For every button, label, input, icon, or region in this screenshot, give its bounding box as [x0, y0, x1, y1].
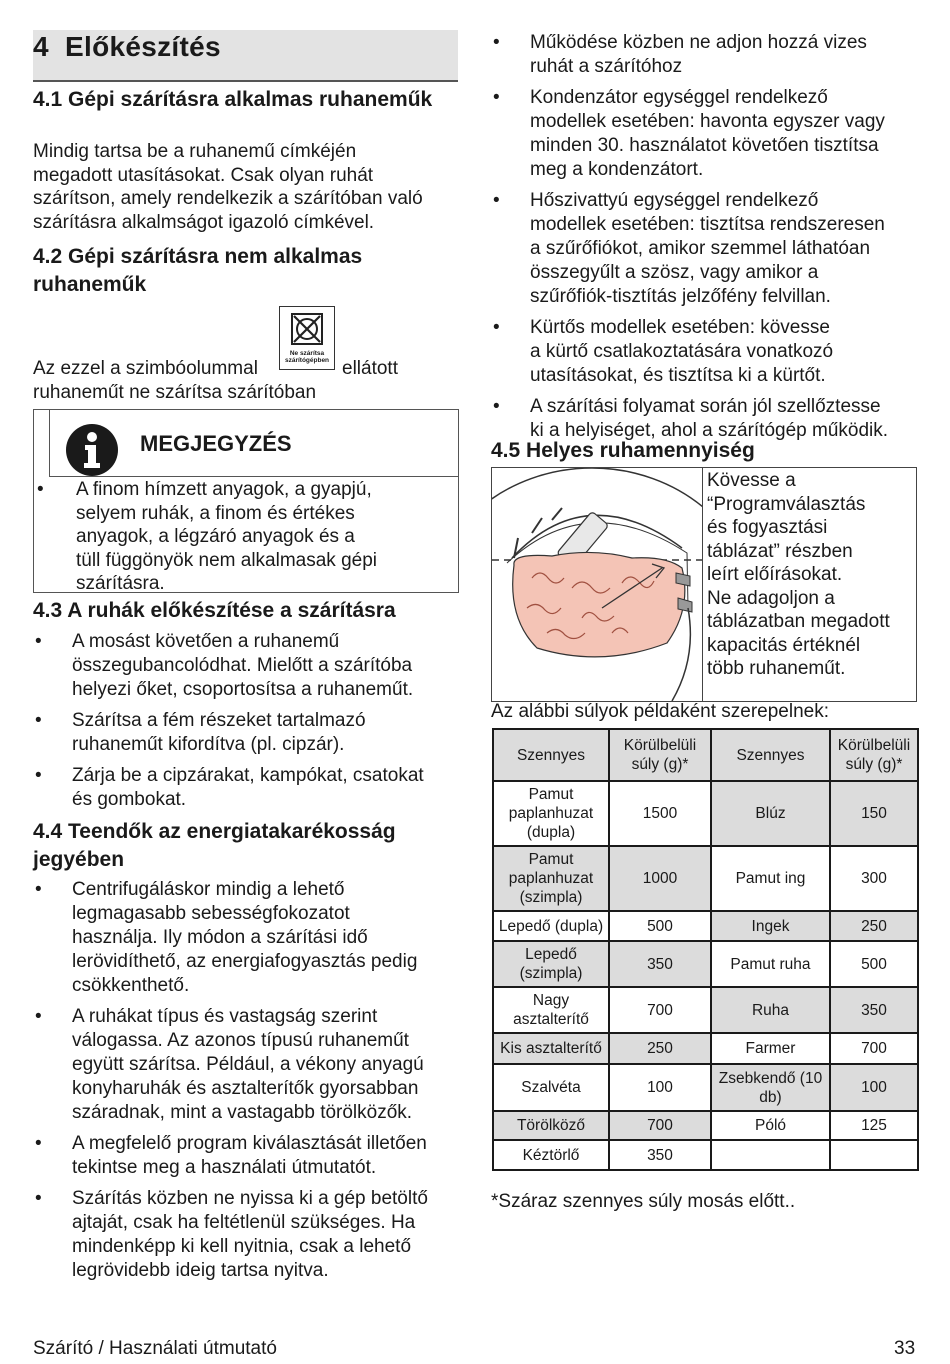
table-row: [493, 941, 918, 987]
table-cell: Törölköző: [493, 1111, 609, 1140]
bullet: •: [493, 32, 500, 53]
bullet: •: [35, 1006, 42, 1027]
table-cell: [830, 1140, 918, 1170]
capacity-box: [491, 467, 917, 702]
bullet: •: [35, 1188, 42, 1209]
table-cell: Póló: [711, 1111, 830, 1140]
section-4-3-heading: 4.3 A ruhák előkészítése a szárításra: [33, 599, 396, 622]
table-cell: Lepedő (dupla): [493, 911, 609, 941]
list-item: [33, 878, 463, 998]
table-cell: 1000: [609, 846, 711, 911]
table-footnote: *Száraz szennyes súly mosás előtt..: [491, 1191, 796, 1212]
table-cell: 100: [830, 1064, 918, 1111]
bullet: •: [37, 479, 44, 500]
table-row: [493, 1140, 918, 1170]
section-4-5-heading: 4.5 Helyes ruhamennyiség: [491, 439, 755, 462]
table-cell: 350: [609, 941, 711, 987]
list-item: [33, 630, 463, 702]
page-number: 33: [894, 1338, 916, 1359]
text-line: Kondenzátor egységgel rendelkező: [530, 87, 828, 108]
text-line: helyezi őket, csoportosítsa a ruhaneműt.: [72, 679, 414, 700]
table-cell: Kis asztalterítő: [493, 1033, 609, 1064]
table-cell: Ruha: [711, 987, 830, 1033]
section-4-1-text: [33, 140, 463, 234]
header-cell: Körülbelüli súly (g)*: [830, 729, 918, 781]
list-item: [33, 764, 463, 812]
list-item: [34, 478, 454, 596]
header-cell: Körülbelüli súly (g)*: [609, 729, 711, 781]
footer-title: Szárító / Használati útmutató: [33, 1338, 277, 1359]
table-row: [493, 846, 918, 911]
text-line: ruhát a szárítóhoz: [530, 56, 683, 77]
bullet: •: [35, 1133, 42, 1154]
heading-line: ruhaneműk: [33, 273, 147, 296]
text-line: lerövidíthető, az energiafogyasztás pedig: [72, 951, 418, 972]
heading-line: 4.2 Gépi szárításra nem alkalmas: [33, 245, 363, 268]
list-item: [491, 86, 931, 182]
table-cell: Pamut ing: [711, 846, 830, 911]
table-cell: 700: [830, 1033, 918, 1064]
bullet: •: [493, 190, 500, 211]
table-cell: Lepedő (szimpla): [493, 941, 609, 987]
text-line: “Programválasztás: [707, 493, 866, 515]
bullet: •: [35, 879, 42, 900]
table-cell: 700: [609, 1111, 711, 1140]
text-line: Kövesse a: [707, 470, 796, 491]
note-header: [49, 410, 458, 477]
table-cell: 500: [830, 941, 918, 987]
heading-line: jegyében: [33, 848, 125, 871]
text-line: selyem ruhák, a finom és értékes: [76, 502, 355, 524]
text-line: tekintse meg a használati útmutatót.: [72, 1157, 377, 1178]
table-cell: 1500: [609, 781, 711, 846]
text-line: utasításokat, és tisztítsa ki a kürtőt.: [530, 365, 826, 386]
text-line: táblázat” részben: [707, 540, 853, 562]
table-row: [493, 1064, 918, 1111]
table-header-row: [493, 729, 918, 781]
section-4-2-line2: ruhaneműt ne szárítsa szárítóban: [33, 382, 317, 403]
list-item: [33, 1132, 463, 1180]
section-4-1-heading: 4.1 Gépi szárításra alkalmas ruhaneműk: [33, 88, 433, 111]
table-cell: Pamut paplanhuzat (dupla): [493, 781, 609, 846]
bullet: •: [35, 710, 42, 731]
table-cell: 125: [830, 1111, 918, 1140]
text-line: konyharuhák és asztalterítők gyorsabban: [72, 1078, 419, 1099]
chapter-number: 4: [33, 31, 49, 62]
text-line: ruhaneműt kifordítva (pl. cipzár).: [72, 734, 345, 755]
table-row: [493, 781, 918, 846]
table-cell: 350: [609, 1140, 711, 1170]
section-4-2-heading: [33, 243, 459, 299]
text-line: válogassa. Az azonos típusú ruhaneműt: [72, 1030, 409, 1051]
text-line: szárításra alkalmságot igazoló címkével.: [33, 211, 375, 233]
bullet: •: [493, 317, 500, 338]
text-line: ajtaját, csak ha feltétlenül szükséges. Ha: [72, 1212, 416, 1233]
text-line: Működése közben ne adjon hozzá vizes: [530, 32, 867, 53]
text-line: modellek esetében: tisztítsa rendszeresen: [530, 214, 885, 235]
text-line: tüll függönyök nem alkalmasak gépi: [76, 549, 378, 571]
text-line: a szűrőfiókot, amikor szemmel láthatóan: [530, 238, 871, 259]
text-line: használja. Ily módon a szárítási idő: [72, 927, 368, 948]
table-cell: Zsebkendő (10 db): [711, 1064, 830, 1111]
table-cell: Pamut ruha: [711, 941, 830, 987]
capacity-instructions: [707, 469, 917, 681]
text-line: mindenképp ki kell nyitnia, csak a lehető: [72, 1236, 412, 1257]
text-line: anyagok, a légzáró anyagok és a: [76, 526, 355, 547]
header-cell: Szennyes: [493, 729, 609, 781]
text-line: A ruhákat típus és vastagság szerint: [72, 1006, 378, 1027]
text-line: legmagasabb sebességfokozatot: [72, 903, 350, 924]
text-line: táblázatban megadott: [707, 611, 890, 632]
section-4-4-list: [33, 878, 463, 1290]
text-line: Mindig tartsa be a ruhanemű címkéjén: [33, 141, 357, 162]
bullet: •: [35, 631, 42, 652]
table-cell: 350: [830, 987, 918, 1033]
table-cell: Ingek: [711, 911, 830, 941]
list-item: [33, 1187, 463, 1283]
table-cell: Pamut paplanhuzat (szimpla): [493, 846, 609, 911]
text-line: több ruhaneműt.: [707, 658, 846, 679]
section-4-3-list: [33, 630, 463, 819]
text-line: Hőszivattyú egységgel rendelkező: [530, 190, 819, 211]
text-line: kapacitás értéknél: [707, 634, 861, 656]
note-list: [34, 478, 454, 603]
text-line: modellek esetében: havonta egyszer vagy: [530, 111, 885, 132]
chapter-heading: [33, 30, 458, 82]
text-line: a kürtő csatlakoztatására vonatkozó: [530, 341, 834, 362]
dryer-drum-image: [492, 468, 702, 701]
text-line: A mosást követően a ruhanemű: [72, 631, 340, 652]
text-line: együtt szárítsa. Például, a vékony anyagú: [72, 1054, 424, 1075]
text-line: ki a helyiséget, ahol a szárítógép működik.: [530, 420, 889, 441]
text-line: szűrőfiók-tisztítás jelzőfény felvillan.: [530, 286, 831, 307]
no-tumble-dry-icon: [290, 312, 324, 346]
text-line: és gombokat.: [72, 789, 187, 810]
table-cell: 500: [609, 911, 711, 941]
list-item: [491, 31, 931, 79]
bullet: •: [493, 87, 500, 108]
info-icon: [66, 424, 118, 476]
list-item: [491, 395, 931, 443]
text-line: összegubancolódhat. Mielőtt a szárítóba: [72, 655, 413, 676]
text-line: csökkenthető.: [72, 975, 190, 996]
no-tumble-dry-symbol: [279, 306, 335, 370]
table-cell: Farmer: [711, 1033, 830, 1064]
table-cell: 250: [609, 1033, 711, 1064]
list-item: [491, 316, 931, 388]
table-cell: Kéztörlő: [493, 1140, 609, 1170]
section-4-2-text-after: ellátott: [342, 358, 398, 379]
caption-line: Ne szárítsa: [289, 350, 325, 357]
bullet: •: [493, 396, 500, 417]
text-line: Szárítás közben ne nyissa ki a gép betöltő: [72, 1188, 428, 1209]
header-cell: Szennyes: [711, 729, 830, 781]
table-cell: 100: [609, 1064, 711, 1111]
table-row: [493, 987, 918, 1033]
weights-intro: Az alábbi súlyok példaként szerepelnek:: [491, 701, 829, 722]
text-line: összegyűlt a szösz, vagy amikor a: [530, 262, 819, 283]
laundry-weight-table: [492, 728, 919, 1171]
table-cell: Blúz: [711, 781, 830, 846]
table-cell: 700: [609, 987, 711, 1033]
text-line: szárításra.: [76, 573, 165, 594]
table-cell: 300: [830, 846, 918, 911]
text-line: legrövidebb ideig tartsa nyitva.: [72, 1260, 329, 1281]
table-row: [493, 911, 918, 941]
text-line: A finom hímzett anyagok, a gyapjú,: [76, 479, 372, 500]
table-cell: Nagy asztalterítő: [493, 987, 609, 1033]
heading-line: 4.4 Teendők az energiatakarékosság: [33, 820, 396, 843]
list-item: [33, 709, 463, 757]
table-row: [493, 1033, 918, 1064]
text-line: Centrifugáláskor mindig a lehető: [72, 879, 345, 900]
text-line: Kürtős modellek esetében: kövesse: [530, 317, 830, 338]
text-line: meg a kondenzátort.: [530, 159, 704, 180]
text-line: minden 30. használatot követően tisztítsa: [530, 135, 879, 156]
text-line: megadott utasításokat. Csak olyan ruhát: [33, 164, 374, 186]
symbol-caption: [280, 350, 334, 364]
note-box: [33, 409, 459, 593]
note-title: MEGJEGYZÉS: [140, 431, 292, 456]
text-line: Ne adagoljon a: [707, 587, 835, 609]
text-line: Szárítsa a fém részeket tartalmazó: [72, 710, 366, 731]
drum-illustration: [492, 468, 703, 701]
energy-tips-list-continued: [491, 31, 931, 450]
text-line: A szárítási folyamat során jól szellőztesse: [530, 396, 881, 417]
caption-line: szárítógépben: [284, 357, 330, 364]
table-row: [493, 1111, 918, 1140]
text-line: leírt előírásokat.: [707, 564, 843, 585]
text-line: száradnak, mint a vastagabb törölközők.: [72, 1102, 413, 1123]
table-cell: 150: [830, 781, 918, 846]
section-4-4-heading: [33, 818, 463, 874]
text-line: szárítson, amely rendelkezik a szárítóban való: [33, 188, 423, 209]
table-cell: Szalvéta: [493, 1064, 609, 1111]
chapter-title: Előkészítés: [65, 31, 221, 62]
text-line: A megfelelő program kiválasztását illetően: [72, 1133, 427, 1154]
text-line: Zárja be a cipzárakat, kampókat, csatokat: [72, 765, 424, 786]
section-4-2-text-before: Az ezzel a szimbóolummal: [33, 358, 258, 379]
text-line: és fogyasztási: [707, 517, 828, 538]
bullet: •: [35, 765, 42, 786]
table-cell: [711, 1140, 830, 1170]
list-item: [491, 189, 931, 309]
table-cell: 250: [830, 911, 918, 941]
list-item: [33, 1005, 463, 1125]
